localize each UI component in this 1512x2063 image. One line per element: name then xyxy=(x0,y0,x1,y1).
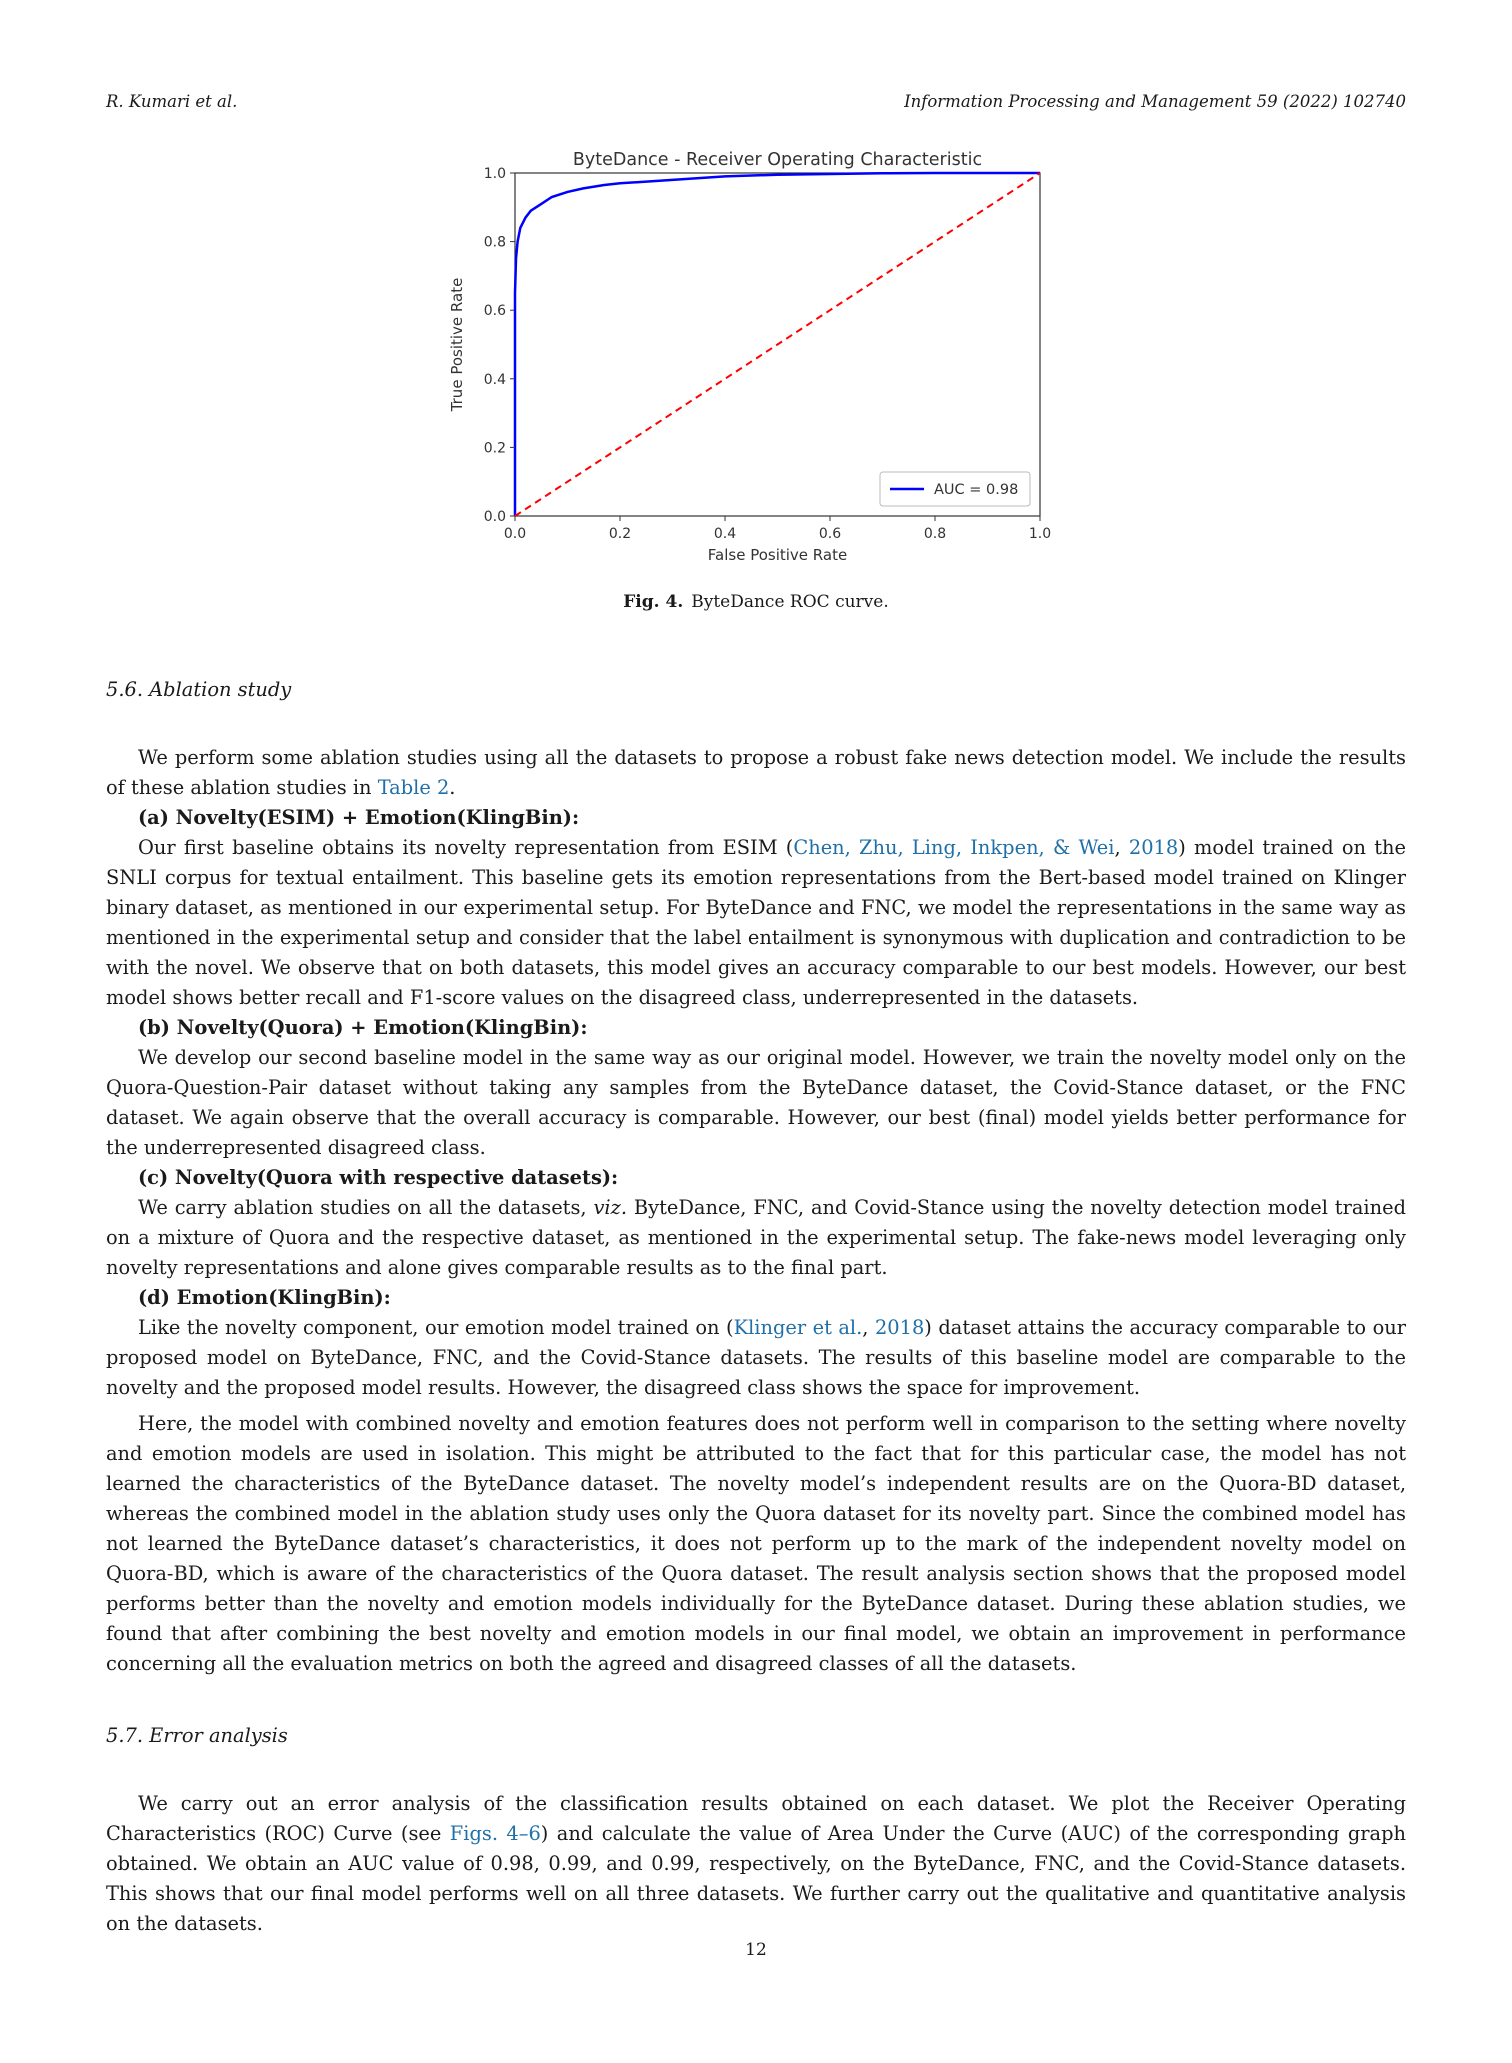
roc-chart xyxy=(440,140,1060,570)
ablation-d-text-2: ) dataset attains the accuracy comparable to our proposed model on ByteDance, FNC, and the Covid-Stance datasets. The results of this baseline model are comparable to the novelty and the proposed model results. However, the disagreed class shows the space for improvement. xyxy=(106,1316,1407,1399)
roc-figure xyxy=(440,140,1060,570)
ablation-a-text-2: ) model trained on the SNLI corpus for textual entailment. This baseline gets its emotion representations from the Bert-based model trained on Klinger binary dataset, as mentioned in our experimental setup. For ByteDance and FNC, we model the representations in the same way as mentioned in the experimental setup and consider that the label entailment is synonymous with duplication and contradiction to be with the novel. We observe that on both datasets, this model gives an accuracy comparable to our best models. However, our best model shows better recall and F1-score values on the disagreed class, underrepresented in the datasets. xyxy=(106,836,1406,1009)
x-axis-label: False Positive Rate xyxy=(707,546,848,564)
x-tick-label: 0.8 xyxy=(923,526,947,542)
figure-label: Fig. 4. xyxy=(623,592,684,612)
ablation-a-paragraph xyxy=(106,833,1406,1013)
error-text-1: We carry out an error analysis of the classification results obtained on each dataset. We plot the Receiver Operating Characteristics (ROC) Curve (see xyxy=(106,1792,1406,1845)
chart-title: ByteDance - Receiver Operating Characteristic xyxy=(572,150,983,170)
ablation-intro-text: We perform some ablation studies using all the datasets to propose a robust fake news detection model. We include the results of these ablation studies in xyxy=(106,746,1406,799)
ablation-c-text-1: We carry ablation studies on all the datasets, xyxy=(138,1196,594,1219)
x-tick-label: 0.0 xyxy=(503,526,527,542)
header-authors: R. Kumari et al. xyxy=(106,92,238,111)
ablation-c-paragraph xyxy=(106,1193,1406,1283)
main-text xyxy=(106,675,1406,1939)
ablation-a-text-1: Our first baseline obtains its novelty representation from ESIM ( xyxy=(138,836,794,859)
ablation-c-heading: (c) Novelty(Quora with respective datasets): xyxy=(138,1166,619,1189)
ablation-intro xyxy=(106,743,1406,803)
y-tick-label: 0.4 xyxy=(483,371,506,388)
page-number: 12 xyxy=(745,1940,767,1960)
section-heading-ablation: 5.6. Ablation study xyxy=(106,678,292,701)
y-tick-label: 0.8 xyxy=(483,234,506,251)
ablation-intro-end: . xyxy=(449,776,456,799)
error-text-2: ) and calculate the value of Area Under the Curve (AUC) of the corresponding graph obtained. We obtain an AUC value of 0.98, 0.99, and 0.99, respectively, on the ByteDance, FNC, and the Covid-Stance datasets. This shows that our final model performs well on all three datasets. We further carry out the qualitative and quantitative analysis on the datasets. xyxy=(106,1822,1406,1935)
citation-klinger-year-link[interactable]: 2018 xyxy=(874,1316,925,1339)
y-tick-label: 1.0 xyxy=(483,166,506,182)
running-head xyxy=(106,92,1406,111)
ablation-d-heading: (d) Emotion(KlingBin): xyxy=(138,1286,391,1309)
ablation-c-text-2: ByteDance, FNC, and Covid-Stance using the novelty detection model trained on a mixture of Quora and the respective dataset, as mentioned in the experimental setup. The fake-news model leveraging only novelty representations and alone gives comparable results as to the final part. xyxy=(106,1196,1406,1279)
x-tick-label: 1.0 xyxy=(1028,526,1052,542)
ablation-c-viz: viz. xyxy=(593,1196,628,1219)
ablation-a-heading: (a) Novelty(ESIM) + Emotion(KlingBin): xyxy=(138,806,580,829)
table-2-link[interactable]: Table 2 xyxy=(377,776,450,799)
y-tick-label: 0.0 xyxy=(483,509,506,525)
citation-chen-year-link[interactable]: 2018 xyxy=(1128,836,1179,859)
ablation-d-text-1: Like the novelty component, our emotion model trained on ( xyxy=(138,1316,734,1339)
citation-klinger-link[interactable]: Klinger et al. xyxy=(733,1316,863,1339)
header-journal: Information Processing and Management 59 (2022) 102740 xyxy=(904,92,1406,111)
legend-label: AUC = 0.98 xyxy=(934,482,1019,498)
x-tick-label: 0.6 xyxy=(818,526,842,542)
ablation-b-heading: (b) Novelty(Quora) + Emotion(KlingBin): xyxy=(138,1016,588,1039)
y-axis-label: True Positive Rate xyxy=(448,277,466,412)
figure-caption-text: ByteDance ROC curve. xyxy=(691,592,889,612)
y-tick-label: 0.6 xyxy=(483,303,506,320)
citation-separator: , xyxy=(862,1316,875,1339)
y-tick-label: 0.2 xyxy=(483,440,506,457)
citation-chen-link[interactable]: Chen, Zhu, Ling, Inkpen, & Wei xyxy=(793,836,1115,859)
ablation-d-paragraph xyxy=(106,1313,1406,1403)
ablation-closing-paragraph: Here, the model with combined novelty and emotion features does not perform well in comparison to the setting where novelty and emotion models are used in isolation. This might be attributed to the fact that for this particular case, the model has not learned the characteristics of the ByteDance dataset. The novelty model’s independent results are on the Quora-BD dataset, whereas the combined model in the ablation study uses only the Quora dataset for its novelty part. Since the combined model has not learned the ByteDance dataset’s characteristics, it does not perform up to the mark of the independent novelty model on Quora-BD, which is aware of the characteristics of the Quora dataset. The result analysis section shows that the proposed model performs better than the novelty and emotion models individually for the ByteDance dataset. During these ablation studies, we found that after combining the best novelty and emotion models in our final model, we obtain an improvement in performance concerning all the evaluation metrics on both the agreed and disagreed classes of all the datasets. xyxy=(106,1412,1406,1675)
citation-separator: , xyxy=(1114,836,1129,859)
x-tick-label: 0.4 xyxy=(713,526,737,542)
error-paragraph xyxy=(106,1789,1406,1939)
figs-link[interactable]: Figs. 4–6 xyxy=(449,1822,541,1845)
figure-caption xyxy=(0,592,1512,612)
ablation-b-paragraph: We develop our second baseline model in the same way as our original model. However, we train the novelty model only on the Quora-Question-Pair dataset without taking any samples from the ByteDance dataset, the Covid-Stance dataset, or the FNC dataset. We again observe that the overall accuracy is comparable. However, our best (final) model yields better performance for the underrepresented disagreed class. xyxy=(106,1046,1406,1159)
section-heading-error: 5.7. Error analysis xyxy=(106,1724,288,1747)
x-tick-label: 0.2 xyxy=(608,526,632,542)
